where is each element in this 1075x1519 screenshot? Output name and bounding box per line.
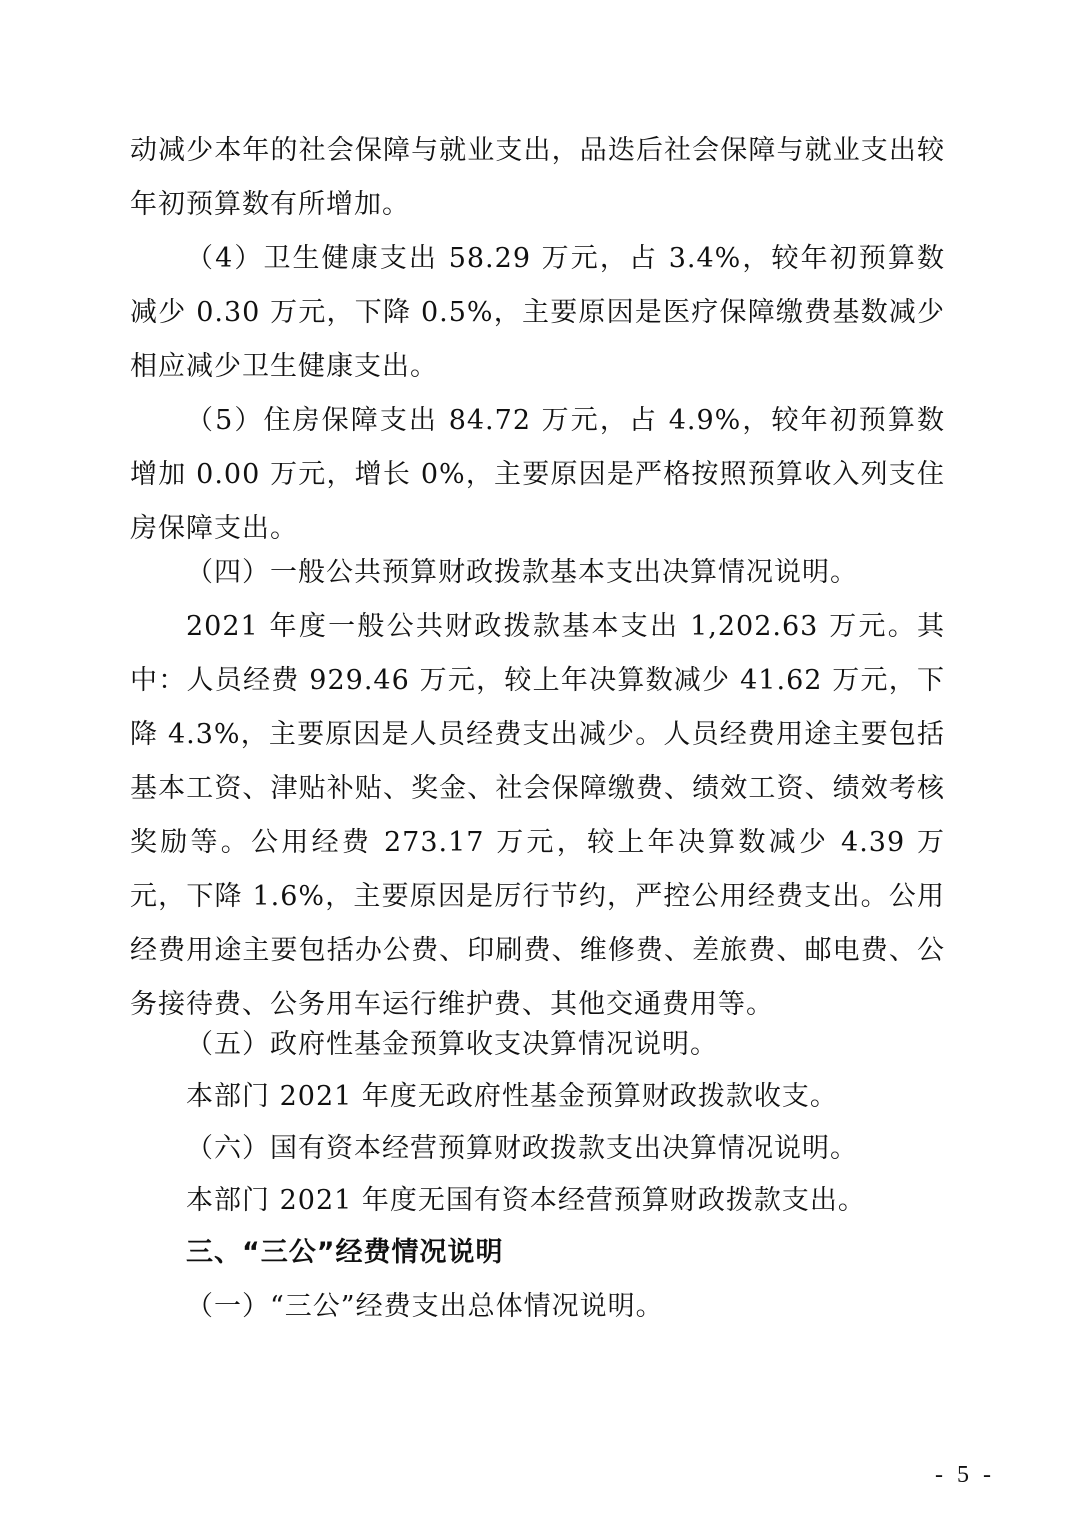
paragraph-basic-expenditure: 2021 年度一般公共财政拨款基本支出 1,202.63 万元。其中：人员经费 929.46 万元，较上年决算数减少 41.62 万元，下降 4.3%，主要原因是人员经费支出减少。人员经费用途主要包括基本工资、津贴补贴、奖金、社会保障缴费、绩效工资、绩效考核奖励等。公用经费 273.17 万元，较上年决算数减少 4.39 万元，下降 1.6%，主要原因是厉行节约，严控公用经费支出。公用经费用途主要包括办公费、印刷费、维修费、差旅费、邮电费、公务接待费、公务用车运行维护费、其他交通费用等。 xyxy=(130,611,945,1020)
heading-government-fund: （五）政府性基金预算收支决算情况说明。 xyxy=(186,1029,718,1060)
paragraph-health-expenditure: （4）卫生健康支出 58.29 万元，占 3.4%，较年初预算数减少 0.30 万元，下降 0.5%，主要原因是医疗保障缴费基数减少相应减少卫生健康支出。 xyxy=(130,243,945,382)
heading-three-public-overview: （一）“三公”经费支出总体情况说明。 xyxy=(186,1291,664,1322)
paragraph-social-security-continued: 动减少本年的社会保障与就业支出，品迭后社会保障与就业支出较年初预算数有所增加。 xyxy=(130,135,945,220)
paragraph-government-fund: 本部门 2021 年度无政府性基金预算财政拨款收支。 xyxy=(186,1081,838,1112)
paragraph-state-capital: 本部门 2021 年度无国有资本经营预算财政拨款支出。 xyxy=(186,1185,866,1216)
page-number: - 5 - xyxy=(935,1462,995,1488)
heading-basic-expenditure: （四）一般公共预算财政拨款基本支出决算情况说明。 xyxy=(186,557,858,588)
heading-state-capital: （六）国有资本经营预算财政拨款支出决算情况说明。 xyxy=(186,1133,858,1164)
paragraph-housing-expenditure: （5）住房保障支出 84.72 万元，占 4.9%，较年初预算数增加 0.00 万元，增长 0%，主要原因是严格按照预算收入列支住房保障支出。 xyxy=(130,405,945,544)
section-heading-three-public: 三、“三公”经费情况说明 xyxy=(186,1237,504,1268)
